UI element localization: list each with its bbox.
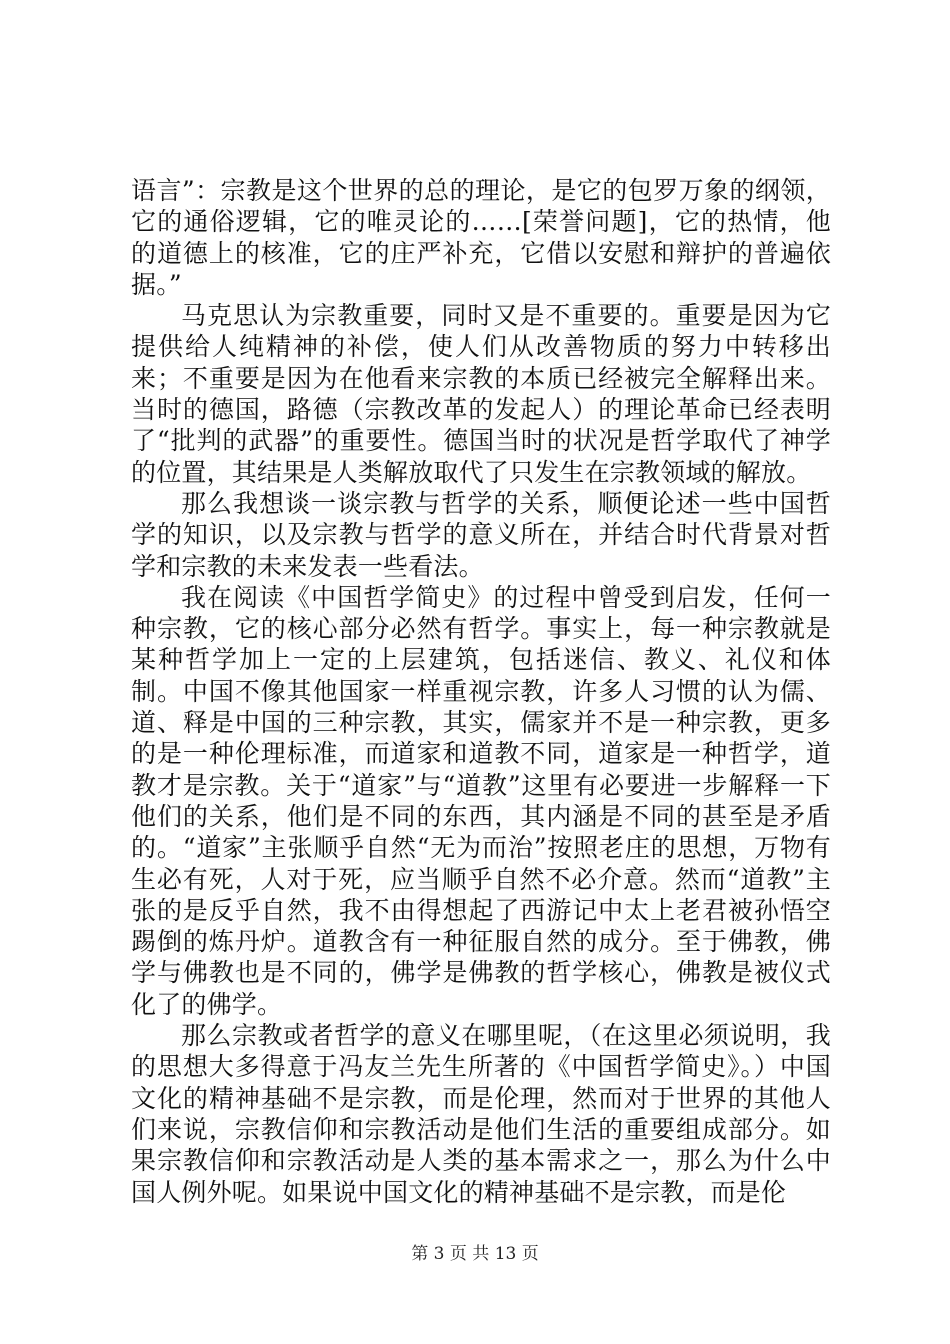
paragraph-2: 马克思认为宗教重要，同时又是不重要的。重要是因为它提供给人纯精神的补偿，使人们从改善物质的努力中转移出来；不重要是因为在他看来宗教的本质已经被完全解释出来。当时的德国，路德（宗教改革的发起人）的理论革命已经表明了“批判的武器”的重要性。德国当时的状况是哲学取代了神学的位置，其结果是人类解放取代了只发生在宗教领域的解放。 xyxy=(131,301,831,487)
page-footer: 第 3 页 共 13 页 xyxy=(411,1244,539,1264)
document-body xyxy=(131,175,831,1208)
paragraph-1: 语言”：宗教是这个世界的总的理论，是它的包罗万象的纲领，它的通俗逻辑，它的唯灵论的……[荣誉问题]，它的热情，他的道德上的核准，它的庄严补充，它借以安慰和辩护的普遍依据。” xyxy=(131,176,831,299)
paragraph-4: 我在阅读《中国哲学简史》的过程中曾受到启发，任何一种宗教，它的核心部分必然有哲学。事实上，每一种宗教就是某种哲学加上一定的上层建筑，包括迷信、教义、礼仪和体制。中国不像其他国家一样重视宗教，许多人习惯的认为儒、道、释是中国的三种宗教，其实，儒家并不是一种宗教，更多的是一种伦理标准，而道家和道教不同，道家是一种哲学，道教才是宗教。关于“道家”与“道教”这里有必要进一步解释一下他们的关系，他们是不同的东西，其内涵是不同的甚至是矛盾的。“道家”主张顺乎自然“无为而治”按照老庄的思想，万物有生必有死，人对于死，应当顺乎自然不必介意。然而“道教”主张的是反乎自然，我不由得想起了西游记中太上老君被孙悟空踢倒的炼丹炉。道教含有一种征服自然的成分。至于佛教，佛学与佛教也是不同的，佛学是佛教的哲学核心，佛教是被仪式化了的佛学。 xyxy=(131,582,831,1019)
paragraph-3: 那么我想谈一谈宗教与哲学的关系，顺便论述一些中国哲学的知识，以及宗教与哲学的意义所在，并结合时代背景对哲学和宗教的未来发表一些看法。 xyxy=(131,488,831,581)
paragraph-5: 那么宗教或者哲学的意义在哪里呢，（在这里必须说明，我的思想大多得意于冯友兰先生所著的《中国哲学简史》。）中国文化的精神基础不是宗教，而是伦理，然而对于世界的其他人们来说，宗教信仰和宗教活动是他们生活的重要组成部分。如果宗教信仰和宗教活动是人类的基本需求之一，那么为什么中国人例外呢。如果说中国文化的精神基础不是宗教，而是伦 xyxy=(131,1021,831,1207)
